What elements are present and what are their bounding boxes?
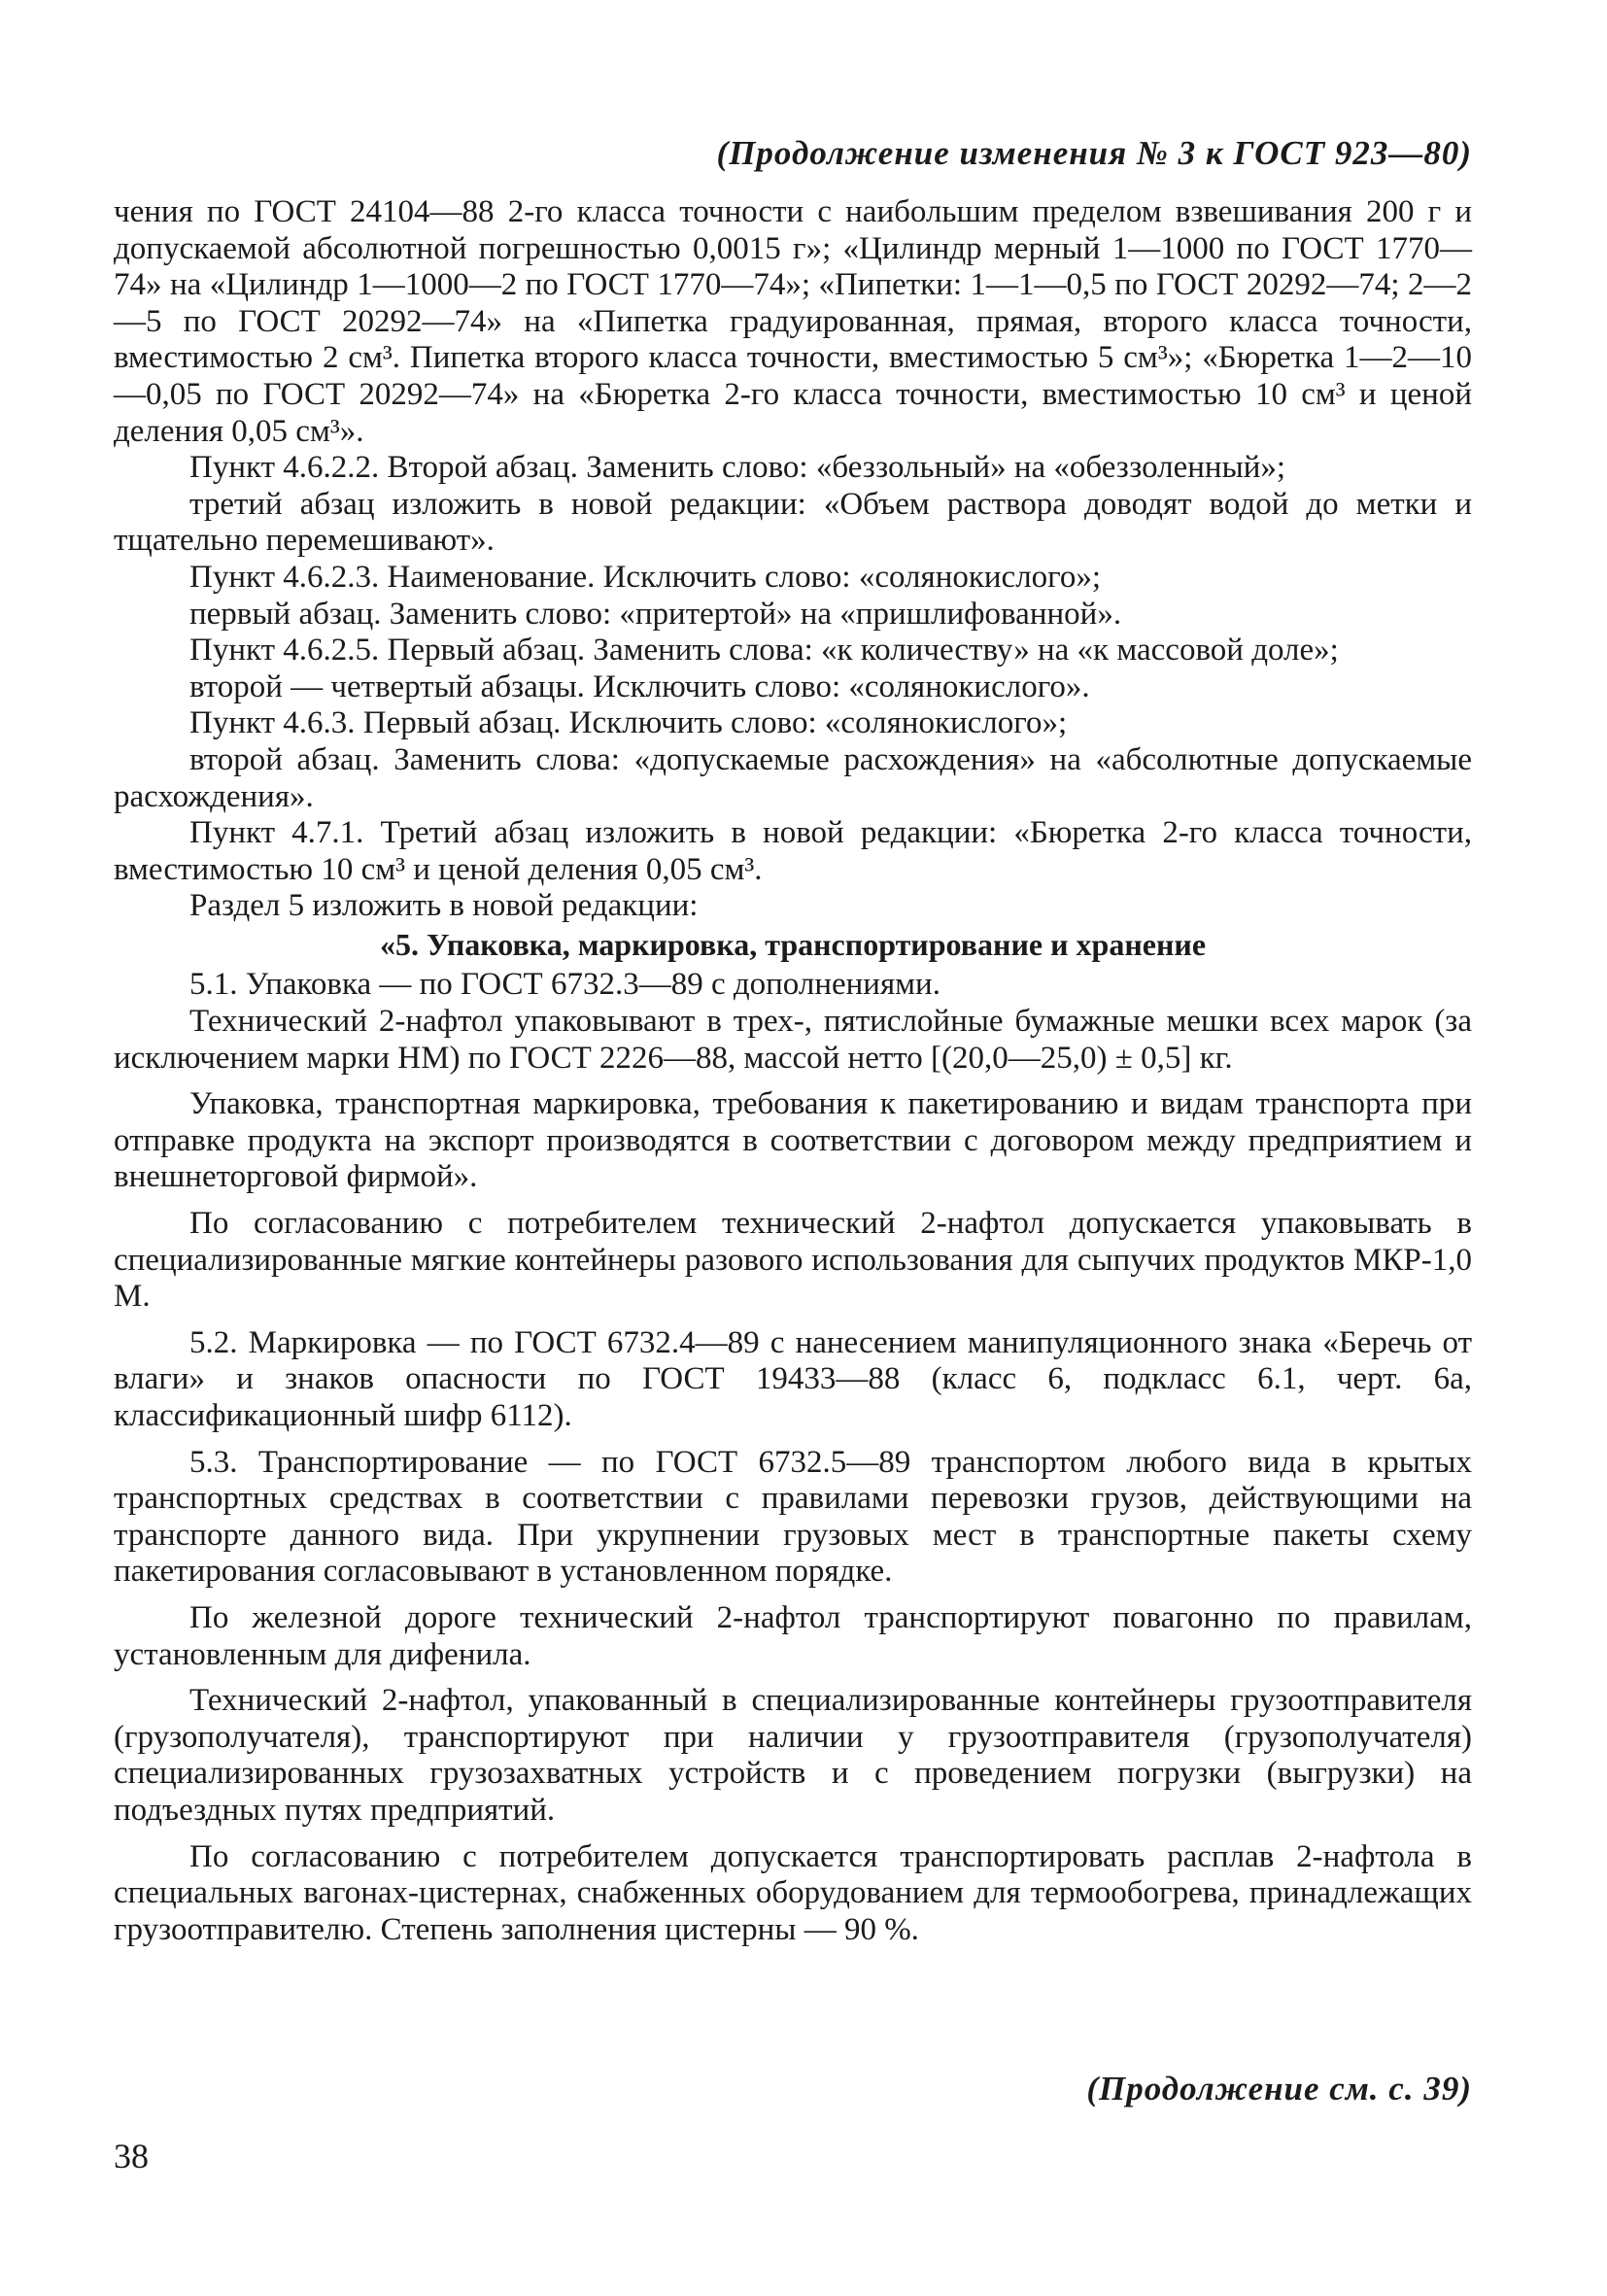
page-number: 38 (114, 2137, 149, 2176)
paragraph-containers: По согласованию с потребителем технический 2-нафтол допускается упаковывать в специализированные мягкие контейнеры разового использования для сыпучих продуктов МКР-1,0 М. (114, 1206, 1472, 1315)
paragraph-5-1: 5.1. Упаковка — по ГОСТ 6732.3—89 с дополнениями. (189, 967, 940, 1003)
paragraph-4-7-1: Пункт 4.7.1. Третий абзац изложить в новой редакции: «Бюретка 2-го класса точности, вместимостью 10 см³ и ценой деления 0,05 см³. (114, 815, 1472, 887)
paragraph-tank-cars: По согласованию с потребителем допускается транспортировать расплав 2-нафтола в специальных вагонах-цистернах, снабженных оборудованием для термообогрева, принадлежащих грузоотправителю. Степень заполнения цистерны — 90 %. (114, 1838, 1472, 1947)
paragraph-4-6-2-5: Пункт 4.6.2.5. Первый абзац. Заменить слова: «к количеству» на «к массовой доле»; (189, 633, 1339, 668)
section-heading: «5. Упаковка, маркировка, транспортирование и хранение (379, 926, 1207, 962)
paragraph-third-abzac: третий абзац изложить в новой редакции: «Объем раствора доводят водой до метки и тщательно перемешивают». (114, 486, 1472, 559)
paragraph-5-3: 5.3. Транспортирование — по ГОСТ 6732.5—89 транспортом любого вида в крытых транспортных средствах в соответствии с правилами перевозки грузов, действующими на транспорте данного вида. При укрупнении грузовых мест в транспортные пакеты схему пакетирования согласовывают в установленном порядке. (114, 1444, 1472, 1590)
body-text (114, 194, 1472, 1948)
paragraph-first-abzac: первый абзац. Заменить слово: «притертой» на «пришлифованной». (189, 596, 1122, 632)
paragraph-export-packaging: Упаковка, транспортная маркировка, требования к пакетированию и видам транспорта при отправке продукта на экспорт производятся в соответствии с договором между предприятием и внешнеторговой фирмой». (114, 1086, 1472, 1195)
continuation-note: (Продолжение см. с. 39) (1086, 2070, 1472, 2108)
paragraph-4-6-2-3: Пункт 4.6.2.3. Наименование. Исключить слово: «солянокислого»; (189, 559, 1102, 595)
running-header: (Продолжение изменения № 3 к ГОСТ 923—80) (716, 134, 1472, 172)
paragraph-5-2: 5.2. Маркировка — по ГОСТ 6732.4—89 с нанесением манипуляционного знака «Беречь от влаги» и знаков опасности по ГОСТ 19433—88 (класс 6, подкласс 6.1, черт. 6а, классификационный шифр 6112). (114, 1324, 1472, 1433)
paragraph-section-5-intro: Раздел 5 изложить в новой редакции: (189, 888, 699, 924)
paragraph-4-6-2-2: Пункт 4.6.2.2. Второй абзац. Заменить слово: «беззольный» на «обеззоленный»; (189, 450, 1286, 486)
paragraph-4-6-3: Пункт 4.6.3. Первый абзац. Исключить слово: «солянокислого»; (189, 705, 1068, 741)
paragraph-continuation: чения по ГОСТ 24104—88 2-го класса точности с наибольшим пределом взвешивания 200 г и допускаемой абсолютной погрешностью 0,0015 г»; «Цилиндр мерный 1—1000 по ГОСТ 1770—74» на «Цилиндр 1—1000—2 по ГОСТ 1770—74»; «Пипетки: 1—1—0,5 по ГОСТ 20292—74; 2—2—5 по ГОСТ 20292—74» на «Пипетка градуированная, прямая, второго класса точности, вместимостью 2 см³. Пипетка второго класса точности, вместимостью 5 см³»; «Бюретка 1—2—10—0,05 по ГОСТ 20292—74» на «Бюретка 2-го класса точности, вместимостью 10 см³ и ценой деления 0,05 см³». (114, 194, 1472, 449)
paragraph-second-fourth-abzac: второй — четвертый абзацы. Исключить слово: «солянокислого». (189, 668, 1090, 704)
paragraph-railway: По железной дороге технический 2-нафтол транспортируют повагонно по правилам, установленным для дифенила. (114, 1599, 1472, 1672)
paragraph-second-abzac: второй абзац. Заменить слова: «допускаемые расхождения» на «абсолютные допускаемые расхождения». (114, 741, 1472, 814)
paragraph-container-transport: Технический 2-нафтол, упакованный в специализированные контейнеры грузоотправителя (грузополучателя), транспортируют при наличии у грузоотправителя (грузополучателя) специализированных грузозахватных устройств и с проведением погрузки (выгрузки) на подъездных путях предприятий. (114, 1683, 1472, 1828)
paragraph-packaging: Технический 2-нафтол упаковывают в трех-, пятислойные бумажные мешки всех марок (за исключением марки НМ) по ГОСТ 2226—88, массой нетто [(20,0—25,0) ± 0,5] кг. (114, 1004, 1472, 1076)
